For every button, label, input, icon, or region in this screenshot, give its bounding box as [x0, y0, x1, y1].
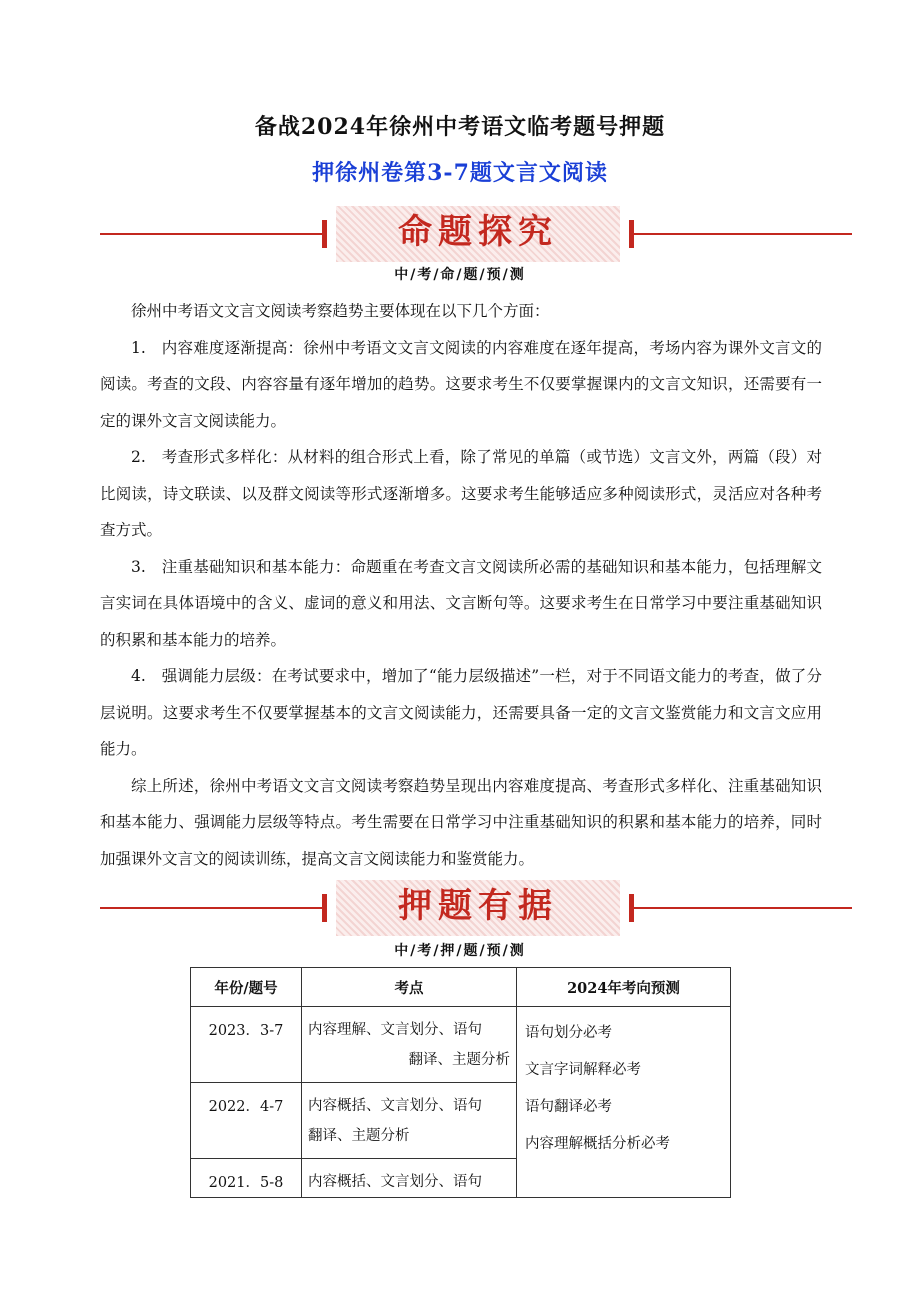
point-paragraph-3: 3. 注重基础知识和基本能力：命题重在考查文言文阅读所必需的基础知识和基本能力，包括理解文言实词在具体语境中的含义、虚词的意义和用法、文言断句等。这要求考生在日常学习中要注重基础知识的积累和基本能力的培养。	[100, 557, 822, 649]
document-title: 备战2024年徐州中考语文临考题号押题	[254, 114, 666, 140]
intro-paragraph: 徐州中考语文文言文阅读考察趋势主要体现在以下几个方面：	[131, 302, 550, 320]
point-cell	[302, 1159, 517, 1198]
banner-divider-right	[634, 233, 852, 235]
banner-divider-left	[100, 233, 322, 235]
prediction-item: 语句划分必考	[525, 1025, 612, 1041]
point-line: 内容理解、文言划分、语句	[308, 1022, 482, 1038]
table-header-row	[191, 968, 731, 1007]
banner-title: 命题探究	[398, 212, 558, 252]
point-paragraph-4: 4. 强调能力层级：在考试要求中，增加了“能力层级描述”一栏，对于不同语文能力的考查，做了分层说明。这要求考生不仅要掌握基本的文言文阅读能力，还需要具备一定的文言文鉴赏能力和文言文应用能力。	[100, 667, 822, 758]
year-cell: 2022．4-7	[191, 1083, 302, 1159]
analysis-text	[100, 293, 822, 877]
section-banner-2	[100, 880, 852, 936]
point-line: 翻译、主题分析	[408, 1052, 510, 1068]
banner-divider-right	[634, 907, 852, 909]
summary-paragraph: 综上所述，徐州中考语文文言文阅读考察趋势呈现出内容难度提高、考查形式多样化、注重基础知识和基本能力、强调能力层级等特点。考生需要在日常学习中注重基础知识的积累和基本能力的培养，同时加强课外文言文的阅读训练，提高文言文阅读能力和鉴赏能力。	[100, 776, 822, 868]
point-line: 内容概括、文言划分、语句	[308, 1174, 482, 1190]
section-tag-prediction: 中/考/押/题/预/测	[394, 943, 526, 959]
section-tag-forecast: 中/考/命/题/预/测	[394, 267, 526, 283]
prediction-item: 语句翻译必考	[525, 1099, 612, 1115]
point-paragraph-1: 1. 内容难度逐渐提高：徐州中考语文文言文阅读的内容难度在逐年提高，考场内容为课外文言文的阅读。考查的文段、内容容量有逐年增加的趋势。这要求考生不仅要掌握课内的文言文知识，还需要有一定的课外文言文阅读能力。	[100, 338, 822, 430]
point-cell	[302, 1083, 517, 1159]
prediction-item: 文言字词解释必考	[525, 1062, 641, 1078]
point-paragraph-2: 2. 考查形式多样化：从材料的组合形式上看，除了常见的单篇（或节选）文言文外，两篇（段）对比阅读，诗文联读、以及群文阅读等形式逐渐增多。这要求考生能够适应多种阅读形式，灵活应对各种考查方式。	[100, 448, 822, 539]
section-banner-1	[100, 206, 852, 262]
point-line: 内容概括、文言划分、语句	[308, 1098, 482, 1114]
prediction-item: 内容理解概括分析必考	[525, 1136, 670, 1152]
point-cell	[302, 1007, 517, 1083]
banner-tick-left	[322, 894, 327, 922]
year-cell: 2021．5-8	[191, 1159, 302, 1198]
banner-title: 押题有据	[398, 886, 558, 926]
prediction-cell	[517, 1007, 731, 1198]
point-line: 翻译、主题分析	[308, 1128, 410, 1144]
header-year: 年份/题号	[191, 968, 302, 1007]
year-cell: 2023．3-7	[191, 1007, 302, 1083]
prediction-table	[190, 967, 731, 1198]
header-point: 考点	[302, 968, 517, 1007]
banner-divider-left	[100, 907, 322, 909]
header-trend: 2024年考向预测	[517, 968, 731, 1007]
banner-tick-left	[322, 220, 327, 248]
document-subtitle: 押徐州卷第3-7题文言文阅读	[312, 160, 608, 186]
table-row	[191, 1007, 731, 1083]
